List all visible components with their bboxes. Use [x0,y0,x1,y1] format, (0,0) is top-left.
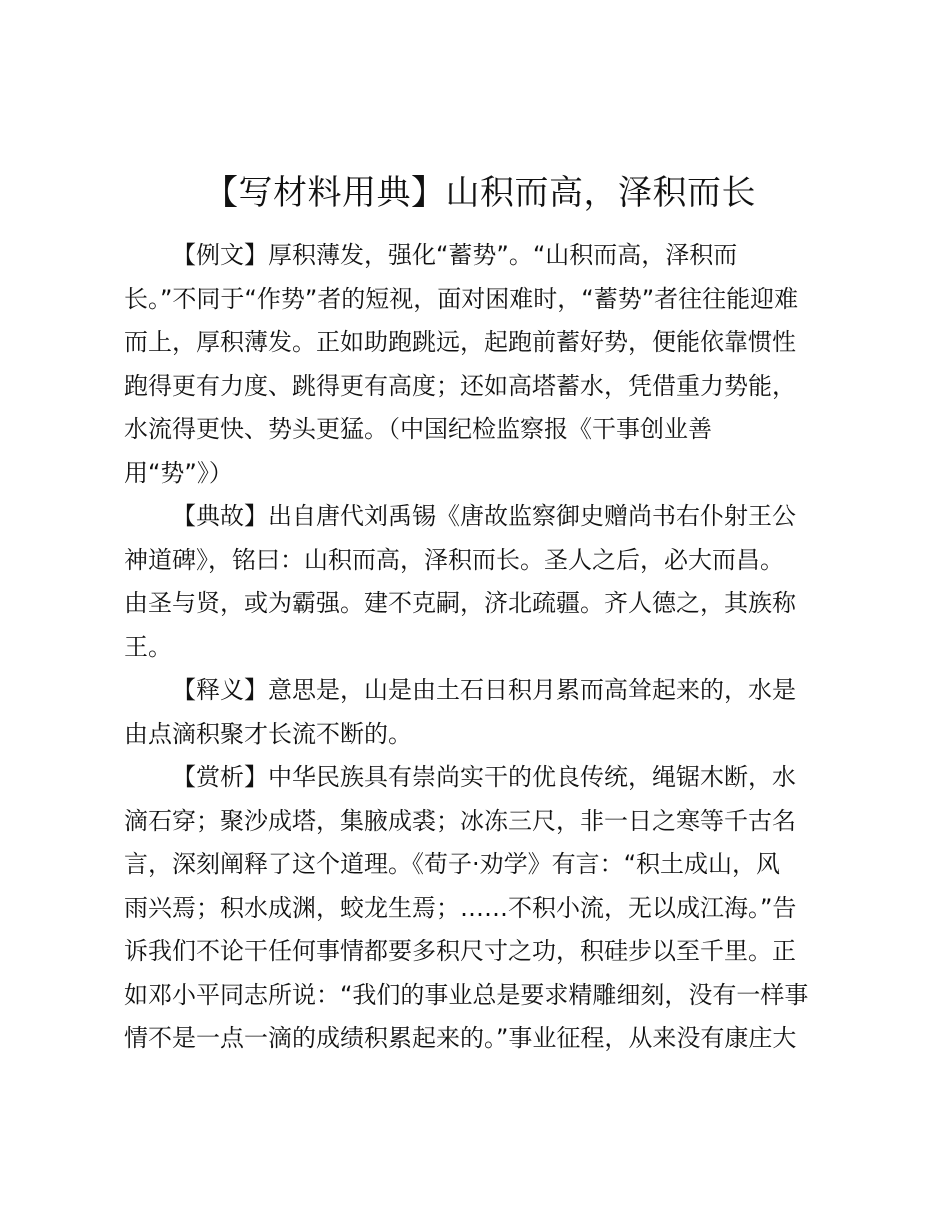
document-title: 【写材料用典】山积而高，泽积而长 [204,173,756,213]
text-line: 【赏析】中华民族具有崇尚实干的优良传统，绳锯木断，水 [172,763,796,791]
text-line: 用“势”》） [124,458,233,487]
text-line: 如邓小平同志所说：“我们的事业总是要求精雕细刻，没有一样事 [124,980,809,1009]
text-line: 诉我们不论干任何事情都要多积尺寸之功，积硅步以至千里。正 [124,937,796,965]
text-line: 长。”不同于“作势”者的短视，面对困难时，“蓄势”者往往能迎难 [124,284,799,313]
paragraph-example [124,234,836,495]
text-line: 由圣与贤，或为霸强。建不克嗣，济北疏疆。齐人德之，其族称 [124,589,796,617]
paragraph-meaning [124,669,836,756]
text-line: 滴石穿；聚沙成塔，集腋成裘；冰冻三尺，非一日之寒等千古名 [124,806,796,835]
text-line: 而上，厚积薄发。正如助跑跳远，起跑前蓄好势，便能依靠惯性 [124,328,796,356]
text-line: 由点滴积聚才长流不断的。 [124,719,412,748]
text-line: 情不是一点一滴的成绩积累起来的。”事业征程，从来没有康庄大 [124,1024,797,1052]
text-line: 跑得更有力度、跳得更有高度；还如高塔蓄水，凭借重力势能， [124,371,796,400]
text-line: 神道碑》，铭曰：山积而高，泽积而长。圣人之后，必大而昌。 [124,545,784,574]
text-line: 【例文】厚积薄发，强化“蓄势”。“山积而高，泽积而 [172,241,738,269]
document-page [124,170,836,1061]
paragraph-allusion [124,495,836,669]
text-line: 【释义】意思是，山是由土石日积月累而高耸起来的，水是 [172,676,796,704]
text-line: 言，深刻阐释了这个道理。《荀子·劝学》有言：“积土成山，风 [124,850,781,878]
paragraph-appreciation [124,756,836,1061]
text-line: 【典故】出自唐代刘禹锡《唐故监察御史赠尚书右仆射王公 [172,502,796,530]
text-line: 王。 [124,632,172,661]
text-line: 雨兴焉；积水成渊，蛟龙生焉；……不积小流，无以成江海。”告 [124,893,797,922]
text-line: 水流得更快、势头更猛。（中国纪检监察报《干事创业善 [124,415,712,443]
